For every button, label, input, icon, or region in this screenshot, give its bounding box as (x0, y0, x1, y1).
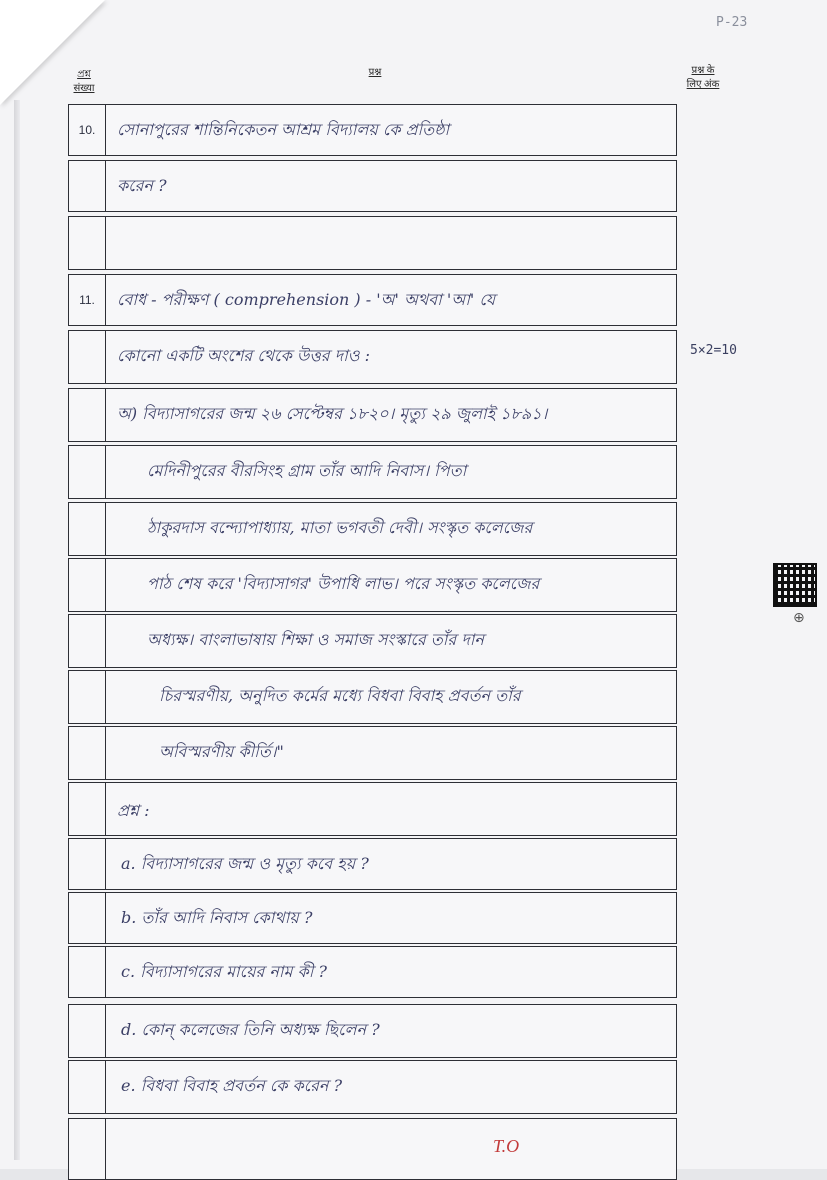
answer-row (68, 892, 677, 944)
answer-row (68, 726, 677, 780)
row-number: 11. (69, 275, 106, 325)
row-text: প্রশ্ন : (117, 801, 150, 820)
answer-row (68, 946, 677, 998)
answer-row (68, 670, 677, 724)
row-text: অবিস্মরণীয় কীর্তি।" (159, 742, 284, 761)
row-number (69, 446, 106, 498)
answer-row (68, 1004, 677, 1058)
row-text: d. কোন্ কলেজের তিনি অধ্যক্ষ ছিলেন ? (121, 1020, 380, 1039)
row-number (69, 615, 106, 667)
row-text: কোনো একটি অংশের থেকে উত্তর দাও : (117, 346, 370, 365)
row-number (69, 331, 106, 383)
answer-row (68, 838, 677, 890)
answer-row (68, 216, 677, 270)
answer-row (68, 104, 677, 156)
row-text: চিরস্মরণীয়, অনুদিত কর্মের মধ্যে বিধবা বিবাহ প্রবর্তন তাঁর (159, 686, 521, 705)
row-number (69, 893, 106, 943)
row-text: বোধ - পরীক্ষণ ( comprehension ) - 'অ' অথবা 'আ' যে (117, 290, 496, 309)
sheet-edge (14, 100, 20, 1160)
row-text: a. বিদ্যাসাগরের জন্ম ও মৃত্যু কবে হয় ? (121, 854, 369, 873)
page-number: P-23 (716, 15, 748, 30)
marks-header (678, 64, 728, 92)
row-number (69, 727, 106, 779)
row-number (69, 389, 106, 441)
answer-row (68, 614, 677, 668)
row-number (69, 503, 106, 555)
row-number (69, 947, 106, 997)
row-number (69, 839, 106, 889)
header-left-line2: संख्या (73, 83, 95, 94)
marks-value: 5×2=10 (690, 343, 737, 358)
row-number: 10. (69, 105, 106, 155)
question-header: प्रश्न (368, 67, 382, 78)
header-right-line1: प्रश्न के (691, 65, 715, 76)
row-number (69, 1005, 106, 1057)
answer-row (68, 160, 677, 212)
row-number (69, 1061, 106, 1113)
answer-row (68, 1118, 677, 1180)
row-text: c. বিদ্যাসাগরের মায়ের নাম কী ? (121, 962, 327, 981)
row-number (69, 671, 106, 723)
row-text (117, 217, 668, 269)
row-number (69, 161, 106, 211)
row-text (117, 1119, 668, 1179)
answer-row (68, 558, 677, 612)
answer-row (68, 1060, 677, 1114)
row-text: e. বিধবা বিবাহ প্রবর্তন কে করেন ? (121, 1076, 343, 1095)
answer-row (68, 502, 677, 556)
row-number (69, 1119, 106, 1179)
row-text: অ) বিদ্যাসাগরের জন্ম ২৬ সেপ্টেম্বর ১৮২০। মৃত্যু ২৯ জুলাই ১৮৯১। (117, 404, 548, 423)
question-number-header (64, 68, 104, 96)
row-text: করেন ? (117, 176, 167, 195)
row-number (69, 783, 106, 835)
row-text: অধ্যক্ষ। বাংলাভাষায় শিক্ষা ও সমাজ সংস্কারে তাঁর দান (147, 630, 484, 649)
turn-over-mark: T.O (493, 1136, 520, 1156)
row-text: ঠাকুরদাস বন্দ্যোপাধ্যায়, মাতা ভগবতী দেবী। সংস্কৃত কলেজের (147, 518, 533, 537)
answer-row (68, 330, 677, 384)
row-text: পাঠ শেষ করে 'বিদ্যাসাগর' উপাধি লাভ। পরে সংস্কৃত কলেজের (147, 574, 540, 593)
row-number (69, 217, 106, 269)
answer-row (68, 274, 677, 326)
header-left-line1: প্রশ্ন (77, 69, 91, 80)
header-right-line2: लिए अंक (686, 79, 720, 90)
answer-row (68, 445, 677, 499)
row-text: b. তাঁর আদি নিবাস কোথায় ? (121, 908, 313, 927)
registration-mark-icon: ⊕ (793, 610, 805, 626)
answer-row (68, 388, 677, 442)
qr-code-icon (775, 565, 815, 605)
row-number (69, 559, 106, 611)
row-text: মেদিনীপুরের বীরসিংহ গ্রাম তাঁর আদি নিবাস। পিতা (147, 461, 467, 480)
answer-row (68, 782, 677, 836)
row-text: সোনাপুরের শান্তিনিকেতন আশ্রম বিদ্যালয় কে প্রতিষ্ঠা (117, 120, 450, 139)
